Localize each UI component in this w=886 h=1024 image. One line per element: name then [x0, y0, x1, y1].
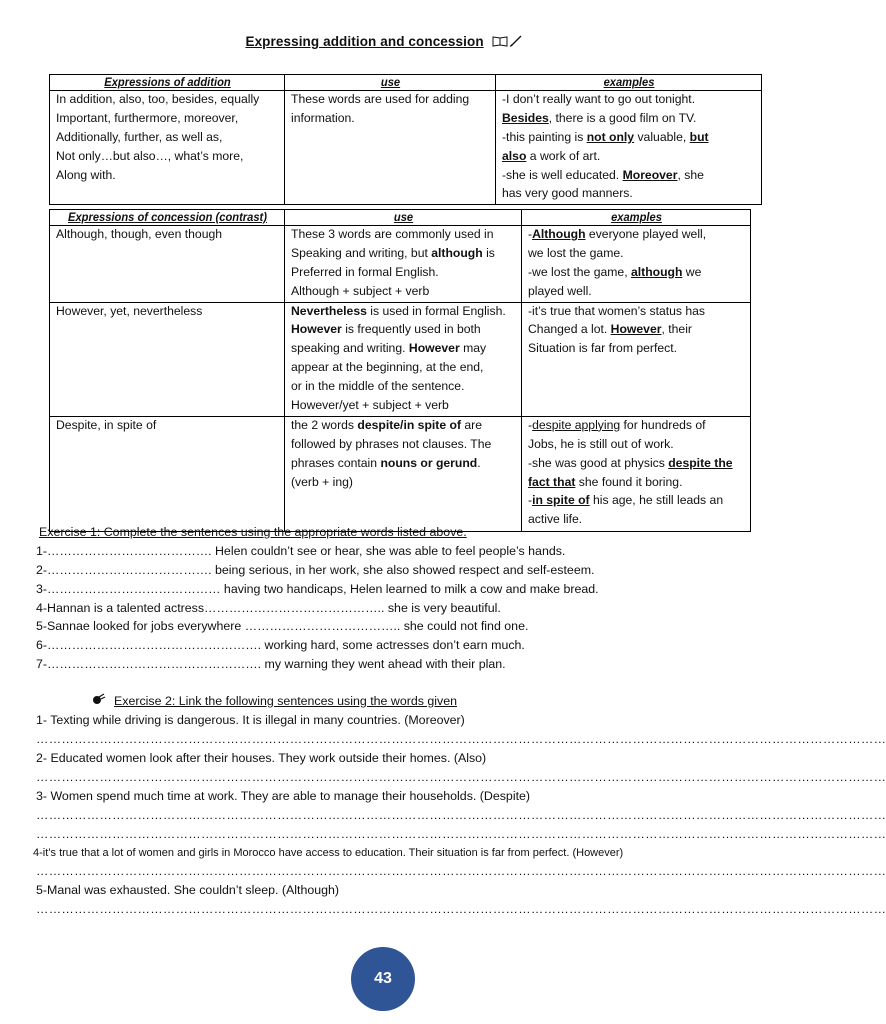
exercise-2-item: 2- Educated women look after their houses. They work outside their homes. (Also) — [36, 750, 487, 765]
text: , there is a good film on TV. — [548, 110, 697, 125]
text-line: Important, furthermore, moreover, — [56, 110, 239, 125]
text-line: or in the middle of the sentence. — [291, 379, 465, 394]
text-line — [528, 321, 744, 340]
concession-table — [49, 209, 751, 532]
text-line — [502, 129, 755, 148]
text: are — [461, 417, 483, 432]
answer-line[interactable]: ………………………………………………………………………………………………………………………………………………………………………………… — [36, 769, 886, 784]
text-line: active life. — [528, 512, 583, 527]
table-row — [50, 91, 762, 205]
text-line — [528, 226, 744, 245]
keyword: despite applying — [532, 417, 621, 432]
page-title — [0, 34, 768, 50]
text-line: Despite, in spite of — [56, 417, 157, 432]
exercise-2-item: 1- Texting while driving is dangerous. It is illegal in many countries. (Moreover) — [36, 712, 465, 727]
text: a work of art. — [526, 148, 601, 163]
text-line: Jobs, he is still out of work. — [528, 436, 674, 451]
text: we — [682, 264, 702, 279]
text: , she — [677, 167, 704, 182]
exercise-1-item: 6-……………………………………………. working hard, some actresses don’t earn much. — [36, 638, 525, 653]
book-pencil-icon — [491, 35, 523, 50]
exercise-2-heading-line — [92, 692, 712, 711]
keyword: despite the — [668, 455, 733, 470]
text: the 2 words — [291, 417, 358, 432]
text-line: -I don’t really want to go out tonight. — [502, 92, 696, 106]
text-line — [291, 321, 515, 340]
text-line — [528, 474, 744, 493]
use-cell — [285, 226, 522, 303]
text-line — [502, 148, 755, 167]
text-line: Not only…but also…, what’s more, — [56, 148, 244, 163]
text-line: Additionally, further, as well as, — [56, 129, 223, 144]
keyword: However — [291, 322, 342, 337]
text-line — [291, 303, 515, 322]
text-line — [291, 340, 515, 359]
exercise-1-item: 5-Sannae looked for jobs everywhere ……………………………….. she could not find one. — [36, 619, 529, 634]
text-line: (verb + ing) — [291, 474, 353, 489]
text: everyone played well, — [585, 227, 707, 241]
exercise-1-item: 2-…………………………………. being serious, in her work, she also showed respect and self-esteem. — [36, 562, 595, 577]
exercise-1-item: 4-Hannan is a talented actress…………………………………….. she is very beautiful. — [36, 600, 501, 615]
exercise-1-item: 3-…………………………………… having two handicaps, Helen learned to milk a cow and make bread. — [36, 581, 599, 596]
text: -this painting is — [502, 129, 587, 144]
text-line: Preferred in formal English. — [291, 264, 439, 279]
keyword: Moreover — [622, 167, 678, 182]
text: - — [528, 493, 533, 508]
exercise-1 — [36, 523, 599, 674]
keyword: However — [610, 322, 662, 337]
pen-icon — [92, 692, 106, 711]
text: is frequently used in both — [341, 322, 481, 337]
header-use: use — [295, 75, 485, 91]
answer-line[interactable]: ………………………………………………………………………………………………………………………………………………………………………………… — [36, 902, 886, 917]
text-line — [502, 110, 755, 129]
answer-line[interactable]: ………………………………………………………………………………………………………………………………………………………………………………… — [36, 731, 886, 746]
table-row — [50, 416, 751, 531]
text-line — [528, 455, 744, 474]
text: -she is well educated. — [502, 167, 623, 182]
text: his age, he still leads an — [589, 493, 724, 508]
keyword: fact that — [528, 474, 576, 489]
answer-line[interactable]: ………………………………………………………………………………………………………………………………………………………………………………… — [36, 864, 886, 879]
text: she found it boring. — [575, 474, 683, 489]
text: valuable, — [634, 129, 690, 144]
text: for hundreds of — [620, 417, 706, 432]
expressions-cell — [50, 416, 285, 531]
exercise-2-item: 3- Women spend much time at work. They are able to manage their households. (Despite) — [36, 788, 531, 803]
text: speaking and writing. — [291, 341, 409, 356]
page-number: 43 — [351, 947, 415, 1011]
text-line: information. — [291, 110, 355, 125]
header-expressions: Expressions of addition — [61, 75, 273, 91]
text: is — [482, 245, 495, 260]
keyword: Although — [532, 227, 586, 241]
text: - — [528, 227, 533, 241]
addition-table-header — [50, 75, 762, 91]
text-line: played well. — [528, 283, 592, 298]
text: - — [528, 417, 533, 432]
exercise-1-heading: Exercise 1: Complete the sentences using the appropriate words listed above. — [39, 525, 467, 539]
text-line: has very good manners. — [502, 186, 633, 201]
text: , their — [661, 322, 692, 337]
text: Changed a lot. — [528, 322, 611, 337]
keyword: in spite of — [532, 493, 590, 508]
table-row — [50, 302, 751, 416]
keyword: despite/in spite of — [357, 417, 461, 432]
text-line: Along with. — [56, 167, 116, 182]
answer-line[interactable]: ………………………………………………………………………………………………………………………………………………………………………………… — [36, 826, 886, 841]
text: -she was good at physics — [528, 455, 669, 470]
header-expressions: Expressions of concession (contrast) — [61, 210, 273, 226]
table-row — [50, 226, 751, 303]
text-line: However, yet, nevertheless — [56, 303, 203, 318]
text-line: Although, though, even though — [56, 227, 223, 241]
text-line: -it’s true that women’s status has — [528, 303, 706, 318]
examples-cell — [522, 226, 751, 303]
answer-line[interactable]: ………………………………………………………………………………………………………………………………………………………………………………… — [36, 807, 886, 822]
exercise-1-item: 7-……………………………………………. my warning they went ahead with their plan. — [36, 657, 506, 672]
keyword: However — [408, 341, 460, 356]
text-line — [528, 492, 744, 511]
text-line — [528, 417, 744, 436]
keyword: not only — [586, 129, 635, 144]
title-text: Expressing addition and concession — [245, 34, 484, 49]
keyword: nouns or gerund — [380, 455, 478, 470]
keyword: although — [431, 245, 483, 260]
exercise-2-heading: Exercise 2: Link the following sentences using the words given — [114, 694, 457, 708]
text: Speaking and writing, but — [291, 245, 432, 260]
exercise-2-item: 4-it’s true that a lot of women and girls in Morocco have access to education. Their situation is far from perfect. (However) — [33, 846, 624, 859]
expressions-cell — [50, 226, 285, 303]
text-line: Situation is far from perfect. — [528, 341, 678, 356]
text-line: These 3 words are commonly used in — [291, 227, 494, 241]
text: . — [477, 455, 481, 470]
text-line: Although + subject + verb — [291, 283, 430, 298]
concession-table-header — [50, 210, 751, 226]
keyword: although — [630, 264, 683, 279]
text-line: appear at the beginning, at the end, — [291, 360, 484, 375]
header-use: use — [296, 210, 509, 226]
keyword: also — [502, 148, 527, 163]
text-line: In addition, also, too, besides, equally — [56, 92, 260, 106]
use-cell — [285, 416, 522, 531]
text: phrases contain — [291, 455, 381, 470]
text-line — [291, 417, 515, 436]
addition-examples-cell — [496, 91, 762, 205]
addition-expressions-cell — [50, 91, 285, 205]
exercise-2-item: 5-Manal was exhausted. She couldn’t sleep. (Although) — [36, 883, 340, 898]
text: is used in formal English. — [366, 303, 506, 318]
exercise-2 — [33, 692, 886, 919]
text-line — [502, 167, 755, 186]
text-line: followed by phrases not clauses. The — [291, 436, 492, 451]
use-cell — [285, 302, 522, 416]
text-line: However/yet + subject + verb — [291, 398, 449, 413]
addition-table — [49, 74, 762, 205]
examples-cell — [522, 416, 751, 531]
keyword: Besides — [502, 110, 549, 125]
keyword: Nevertheless — [291, 303, 367, 318]
text-line: These words are used for adding — [291, 92, 470, 106]
examples-cell — [522, 302, 751, 416]
text-line — [291, 455, 515, 474]
text-line: we lost the game. — [528, 245, 624, 260]
text: may — [459, 341, 487, 356]
exercise-1-item: 1-…………………………………. Helen couldn’t see or hear, she was able to feel people’s hands. — [36, 543, 566, 558]
addition-use-cell — [285, 91, 496, 205]
header-examples: examples — [509, 75, 748, 91]
text-line — [528, 264, 744, 283]
header-examples: examples — [533, 210, 739, 226]
text: -we lost the game, — [528, 264, 631, 279]
keyword: but — [689, 129, 709, 144]
text-line — [291, 245, 515, 264]
expressions-cell — [50, 302, 285, 416]
